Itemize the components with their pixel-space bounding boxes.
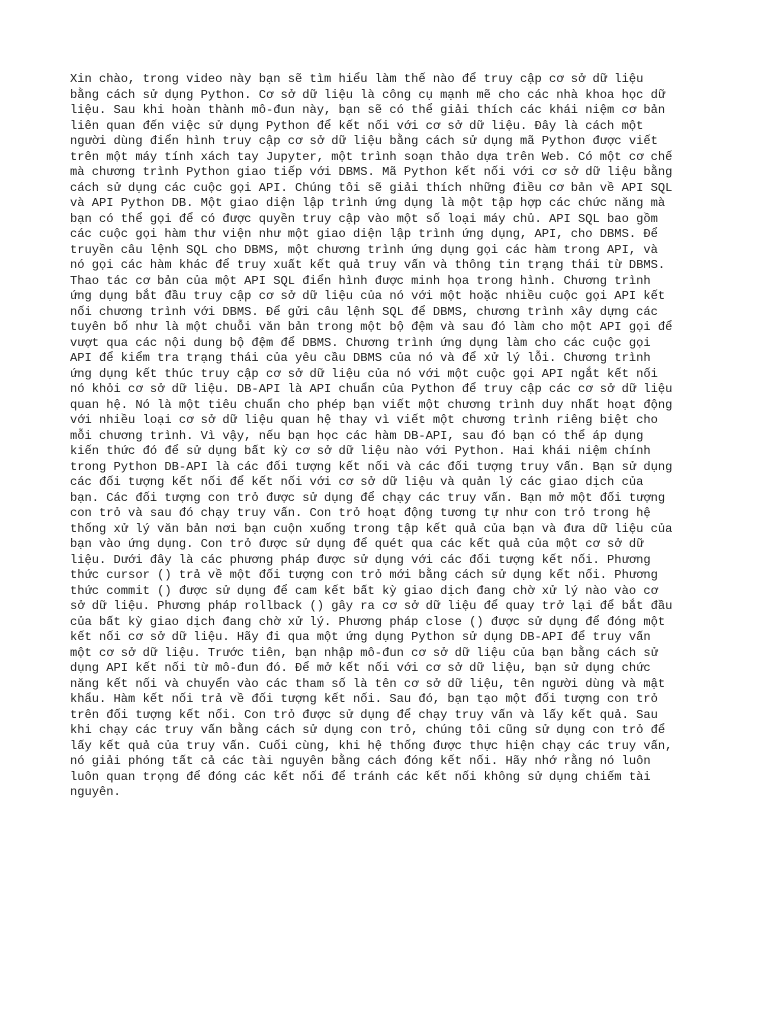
text-line: kiến thức đó để sử dụng bất kỳ cơ sở dữ liệu nào với Python. Hai khái niệm chính <box>70 444 651 458</box>
text-line: dụng API kết nối từ mô-đun đó. Để mở kết nối với cơ sở dữ liệu, bạn sử dụng chức <box>70 661 651 675</box>
text-line: quan hệ. Nó là một tiêu chuẩn cho phép bạn viết một chương trình duy nhất hoạt động <box>70 397 673 412</box>
text-line: năng kết nối và chuyển vào các tham số là tên cơ sở dữ liệu, tên người dùng và mật <box>70 676 666 691</box>
body-text <box>70 72 700 801</box>
text-line: Xin chào, trong video này bạn sẽ tìm hiểu làm thế nào để truy cập cơ sở dữ liệu <box>70 72 644 86</box>
text-line: sở dữ liệu. Phương pháp rollback () gây ra cơ sở dữ liệu để quay trở lại để bắt đầu <box>70 599 673 613</box>
text-line: liên quan đến việc sử dụng Python để kết nối với cơ sở dữ liệu. Đây là cách một <box>70 118 644 133</box>
text-line: thức commit () được sử dụng để cam kết bất kỳ giao dịch đang chờ xử lý nào vào cơ <box>70 583 658 598</box>
text-line: ứng dụng kết thúc truy cập cơ sở dữ liệu của nó với một cuộc gọi API ngắt kết nối <box>70 366 658 381</box>
text-line: nó khỏi cơ sở dữ liệu. DB-API là API chuẩn của Python để truy cập các cơ sở dữ liệu <box>70 382 673 396</box>
text-line: luôn quan trọng để đóng các kết nối để tránh các kết nối không sử dụng chiếm tài <box>70 769 651 784</box>
text-line: trên đối tượng kết nối. Con trỏ được sử dụng để chạy truy vấn và lấy kết quả. Sau <box>70 707 658 722</box>
text-line: bằng cách sử dụng Python. Cơ sở dữ liệu là công cụ mạnh mẽ cho các nhà khoa học dữ <box>70 87 666 102</box>
text-line: nguyên. <box>70 785 121 799</box>
text-line: liệu. Sau khi hoàn thành mô-đun này, bạn sẽ có thể giải thích các khái niệm cơ bản <box>70 103 666 117</box>
text-line: bạn. Các đối tượng con trỏ được sử dụng để chạy các truy vấn. Bạn mở một đối tượng <box>70 490 666 505</box>
text-line: kết nối cơ sở dữ liệu. Hãy đi qua một ứng dụng Python sử dụng DB-API để truy vấn <box>70 630 651 644</box>
text-line: thống xử lý văn bản nơi bạn cuộn xuống trong tập kết quả của bạn và đưa dữ liệu của <box>70 521 673 536</box>
text-line: con trỏ và sau đó chạy truy vấn. Con trỏ hoạt động tương tự như con trỏ trong hệ <box>70 506 651 520</box>
text-line: và API Python DB. Một giao diện lập trình ứng dụng là một tập hợp các chức năng mà <box>70 196 666 210</box>
text-line: với nhiều loại cơ sở dữ liệu quan hệ thay vì viết một chương trình riêng biệt cho <box>70 413 658 427</box>
text-line: nó gọi các hàm khác để truy xuất kết quả truy vấn và thông tin trạng thái từ DBMS. <box>70 258 666 272</box>
text-line: khi chạy các truy vấn bằng cách sử dụng con trỏ, chúng tôi cũng sử dụng con trỏ để <box>70 723 666 737</box>
text-line: bạn có thể gọi để có được quyền truy cập vào một số loại máy chủ. API SQL bao gồm <box>70 211 658 226</box>
text-line: lấy kết quả của truy vấn. Cuối cùng, khi hệ thống được thực hiện chạy các truy vấn, <box>70 738 673 753</box>
text-line: bạn vào ứng dụng. Con trỏ được sử dụng để quét qua các kết quả của một cơ sở dữ <box>70 537 644 551</box>
text-line: khẩu. Hàm kết nối trả về đối tượng kết nối. Sau đó, bạn tạo một đối tượng con trỏ <box>70 692 658 706</box>
text-line: một cơ sở dữ liệu. Trước tiên, bạn nhập mô-đun cơ sở dữ liệu của bạn bằng cách sử <box>70 645 658 660</box>
text-line: thức cursor () trả về một đối tượng con trỏ mới bằng cách sử dụng kết nối. Phương <box>70 568 658 582</box>
text-line: các đối tượng kết nối để kết nối với cơ sở dữ liệu và quản lý các giao dịch của <box>70 475 644 489</box>
text-line: ứng dụng bắt đầu truy cập cơ sở dữ liệu của nó với một hoặc nhiều cuộc gọi API kết <box>70 289 666 303</box>
text-line: vượt qua các nội dung bộ đệm để DBMS. Chương trình ứng dụng làm cho các cuộc gọi <box>70 335 651 350</box>
text-line: trong Python DB-API là các đối tượng kết nối và các đối tượng truy vấn. Bạn sử dụng <box>70 459 673 474</box>
text-line: liệu. Dưới đây là các phương pháp được sử dụng với các đối tượng kết nối. Phương <box>70 552 651 567</box>
text-line: tuyên bố như là một chuỗi văn bản trong một bộ đệm và sau đó làm cho một API gọi để <box>70 320 673 334</box>
text-line: Thao tác cơ bản của một API SQL điển hình được minh họa trong hình. Chương trình <box>70 273 651 288</box>
text-line: của bất kỳ giao dịch đang chờ xử lý. Phương pháp close () được sử dụng để đóng một <box>70 614 666 629</box>
text-line: nối chương trình với DBMS. Để gửi câu lệnh SQL để DBMS, chương trình xây dựng các <box>70 304 658 319</box>
text-line: API để kiểm tra trạng thái của yêu cầu DBMS của nó và để xử lý lỗi. Chương trình <box>70 351 651 365</box>
text-line: trên một máy tính xách tay Jupyter, một trình soạn thảo dựa trên Web. Có một cơ chế <box>70 149 673 164</box>
text-line: mà chương trình Python giao tiếp với DBMS. Mã Python kết nối với cơ sở dữ liệu bằng <box>70 165 673 179</box>
text-line: truyền câu lệnh SQL cho DBMS, một chương trình ứng dụng gọi các hàm trong API, và <box>70 242 658 257</box>
text-line: mỗi chương trình. Vì vậy, nếu bạn học các hàm DB-API, sau đó bạn có thể áp dụng <box>70 428 644 443</box>
text-line: nó giải phóng tất cả các tài nguyên bằng cách đóng kết nối. Hãy nhớ rằng nó luôn <box>70 754 651 768</box>
text-line: các cuộc gọi hàm thư viện như một giao diện lập trình ứng dụng, API, cho DBMS. Để <box>70 227 658 241</box>
text-line: cách sử dụng các cuộc gọi API. Chúng tôi sẽ giải thích những điều cơ bản về API SQL <box>70 180 673 195</box>
text-line: người dùng điển hình truy cập cơ sở dữ liệu bằng cách sử dụng mã Python được viết <box>70 134 658 148</box>
